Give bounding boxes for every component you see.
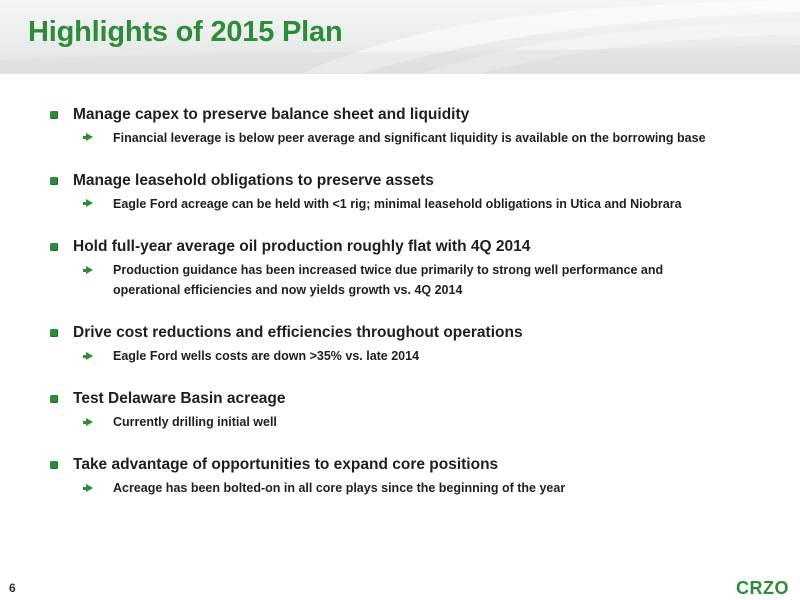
sub-bullet-arrow-icon	[86, 418, 93, 426]
bullet-sub-text: Currently drilling initial well	[113, 415, 277, 429]
bullet-square-icon	[50, 329, 58, 337]
bullet-square-icon	[50, 461, 58, 469]
page-number: 6	[9, 581, 16, 595]
sub-bullet-arrow-icon	[86, 484, 93, 492]
bullet-main-text: Test Delaware Basin acreage	[73, 390, 286, 407]
bullet-main-text: Manage leasehold obligations to preserve assets	[73, 172, 434, 189]
bullet-sub-text: Financial leverage is below peer average and significant liquidity is available on the borrowing base	[113, 131, 706, 145]
bullet-main-text: Hold full-year average oil production roughly flat with 4Q 2014	[73, 238, 531, 255]
bullet-sub-text: Acreage has been bolted-on in all core plays since the beginning of the year	[113, 481, 566, 495]
slide-title: Highlights of 2015 Plan	[28, 16, 343, 48]
bullet-sub-text: Eagle Ford wells costs are down >35% vs. late 2014	[113, 349, 420, 363]
bullet-square-icon	[50, 243, 58, 251]
bullet-sub-text: Eagle Ford acreage can be held with <1 rig; minimal leasehold obligations in Utica and Niobrara	[113, 197, 682, 211]
bullet-main-text: Drive cost reductions and efficiencies throughout operations	[73, 324, 523, 341]
bullet-square-icon	[50, 111, 58, 119]
company-logo: CRZO	[736, 578, 789, 598]
sub-bullet-arrow-icon	[86, 199, 93, 207]
sub-bullet-arrow-icon	[86, 133, 93, 141]
bullet-main-text: Manage capex to preserve balance sheet and liquidity	[73, 106, 470, 123]
bullet-sub-text: Production guidance has been increased twice due primarily to strong well performance and operational efficiencies and now yields growth vs. 4Q 2014	[113, 263, 664, 297]
bullet-square-icon	[50, 395, 58, 403]
bullet-square-icon	[50, 177, 58, 185]
bullet-main-text: Take advantage of opportunities to expand core positions	[73, 456, 499, 473]
sub-bullet-arrow-icon	[86, 352, 93, 360]
sub-bullet-arrow-icon	[86, 266, 93, 274]
